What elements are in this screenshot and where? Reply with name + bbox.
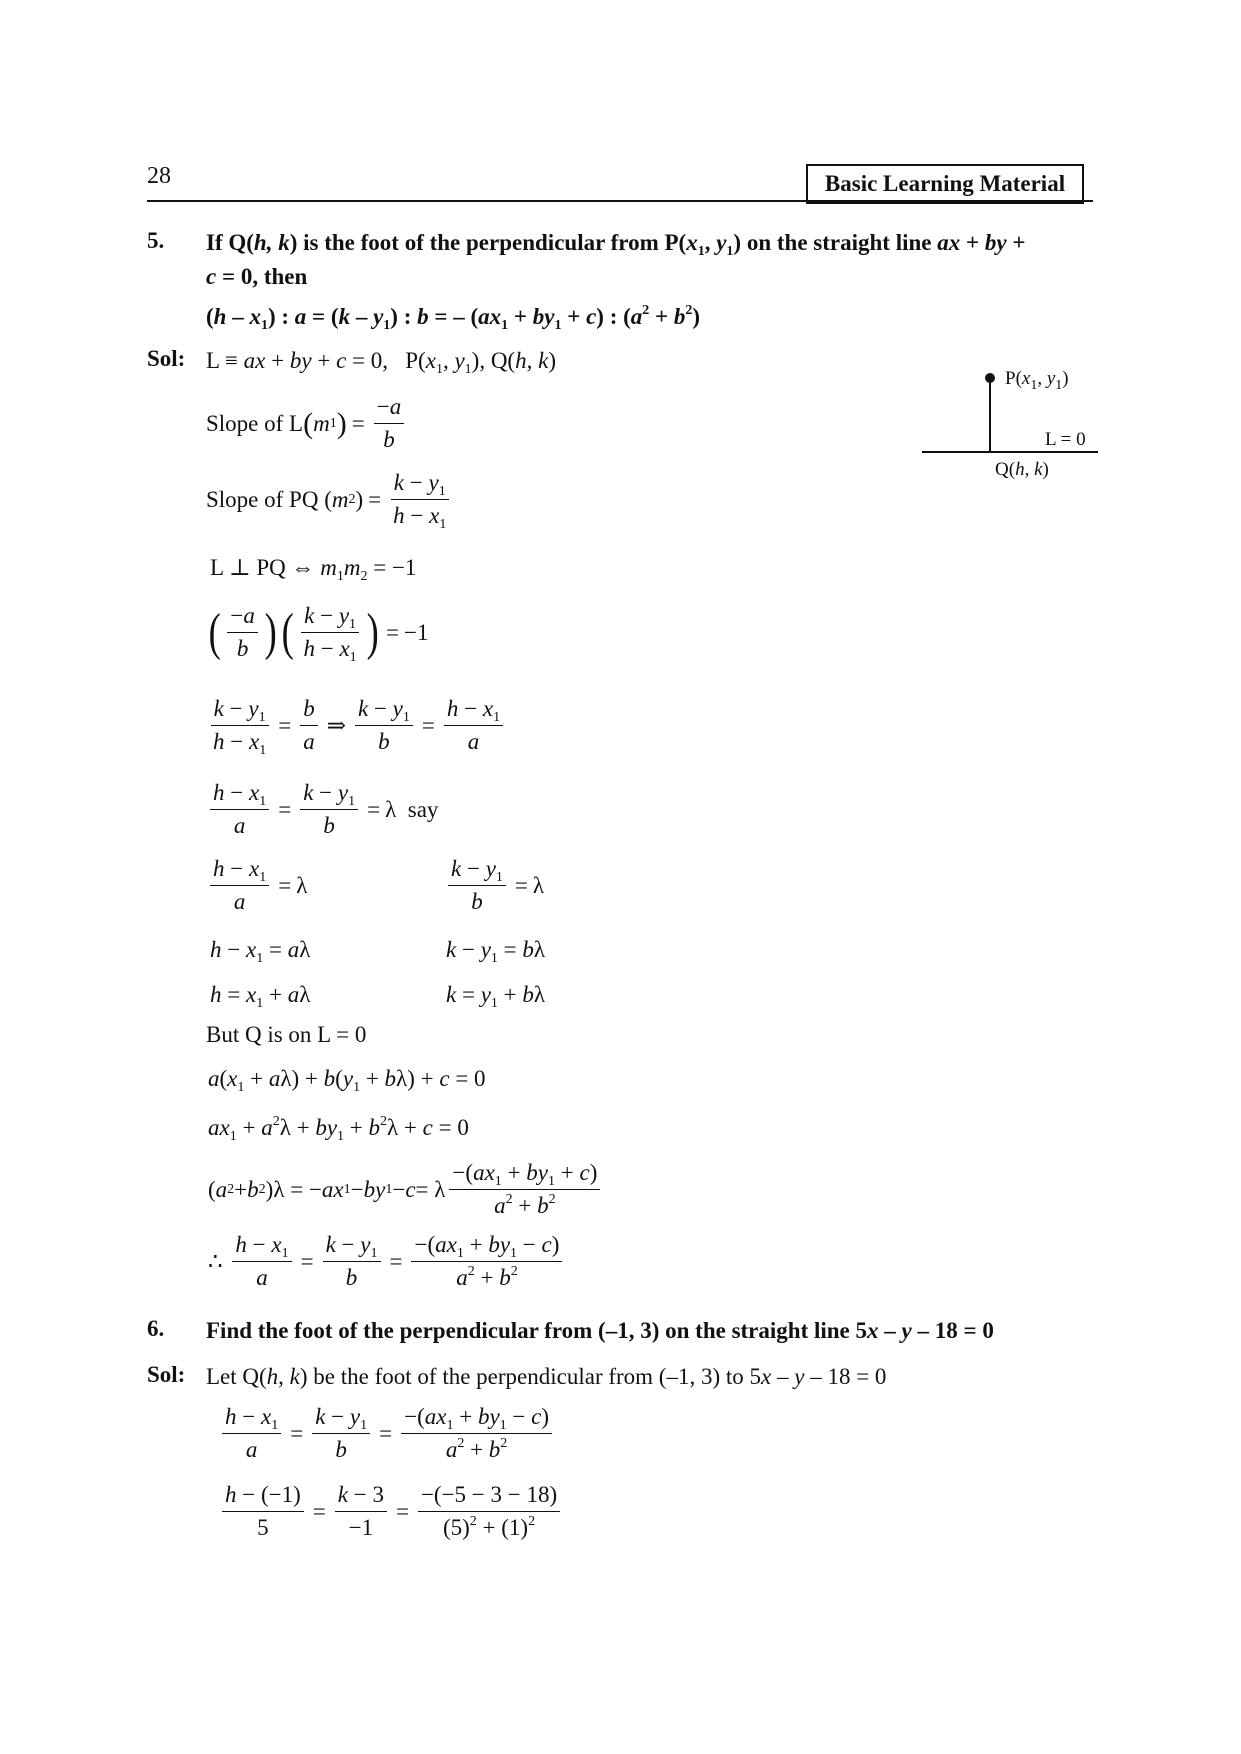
question-5-statement-formula: $(h - x_1)$ : $a = (k - y_1)$ : b = – $(ax_1 + by_1 + c)$ : $(a^2 + b^2)$ — [206, 303, 701, 333]
eq-lambda-solve: ( a 2 + b 2 )λ = − ax 1 − by 1 − c = λ $\frac{-(ax_1 + by_1 + c)}{a^2 + b^2}$ — [208, 1160, 604, 1219]
diagram-label-p: $P(x_1$, $y_1$) — [1005, 368, 1069, 393]
eq-h-a-lambda: $h - x_1 = a\lambda$ — [210, 937, 311, 966]
eq-k-value: $k = y_1 + b\lambda$ — [446, 982, 546, 1011]
eq-expand: $ax_1 + a^2\lambda + by_1 + b^2\lambda + c = 0$ — [208, 1114, 469, 1144]
question-6-text: Find the foot of the perpendicular from (–1, 3) on the straight line 5x – y – 18 = 0 — [206, 1318, 994, 1343]
question-6-number: 6. — [147, 1316, 165, 1341]
eq-slope-l: Slope of L ( m 1 ) = $\frac{-a}{b}$ — [206, 394, 408, 453]
diagram-label-q: Q(h, k) — [995, 459, 1049, 480]
sol-label-q5: Sol: — [147, 346, 186, 371]
sol-label-q6: Sol: — [147, 1362, 186, 1387]
eq-q6-substituted: $\frac{h - (-1)}{5}$ = $\frac{k - 3}{-1}$ = $\frac{-(-5 - 3 - 18)}{(5)^2 + (1)^2}$ — [218, 1482, 564, 1541]
sol-line-1: L ≡ ax + by + c = 0, $P(x_1$, $y_1$), Q(h, k) — [206, 348, 556, 377]
eq-slope-pq: Slope of PQ ( m 2 ) = $\frac{k - y_1}{h - x_1}$ — [206, 470, 453, 529]
eq-k-b-lambda: $k - y_1 = b\lambda$ — [446, 937, 546, 966]
question-5-line-1: If Q(h, k) is the foot of the perpendicular from $P(x_1$, $y_1$) on the straight line ax + by + — [206, 230, 1026, 259]
eq-substitute: $a(x_1 + a\lambda) + b(y_1 + b\lambda) + c = 0$ — [208, 1066, 486, 1095]
eq-h-lambda: $\frac{h - x_1}{a}$ = λ — [206, 856, 307, 915]
question-5-line-2: c = 0, then — [206, 264, 308, 289]
eq-perpendicular-condition: L ⊥ PQ ⇔ $m_1m_2 = -1$ — [210, 555, 417, 584]
header-title: Basic Learning Material — [806, 164, 1084, 204]
eq-lambda-say: $\frac{h - x_1}{a}$ = $\frac{k - y_1}{b}$ = λ say — [206, 780, 438, 839]
eq-k-lambda: $\frac{k - y_1}{b}$ = λ — [444, 856, 544, 915]
eq-ratio: $\frac{k - y_1}{h - x_1}$ = $\frac{b}{a}$ ⇒ $\frac{k - y_1}{b}$ = $\frac{h - x_1}{a}$ — [206, 696, 507, 755]
text-but-q: But Q is on L = 0 — [206, 1022, 367, 1047]
diagram-label-l: L = 0 — [1045, 429, 1086, 450]
eq-h-value: $h = x_1 + a\lambda$ — [210, 982, 311, 1011]
eq-q6-formula: $\frac{h - x_1}{a}$ = $\frac{k - y_1}{b}$ = $\frac{-(ax_1 + by_1 - c)}{a^2 + b^2}$ — [218, 1404, 556, 1463]
eq-therefore: ∴ $\frac{h - x_1}{a}$ = $\frac{k - y_1}{b}$ = $\frac{-(ax_1 + by_1 - c)}{a^2 + b^2}$ — [208, 1232, 566, 1291]
sol-6-line-1: Let Q(h, k) be the foot of the perpendicular from (–1, 3) to 5x – y – 18 = 0 — [206, 1364, 887, 1389]
header-rule — [147, 200, 1093, 202]
question-5-number: 5. — [147, 228, 165, 253]
page-number: 28 — [147, 163, 171, 189]
eq-product: ( $\frac{-a}{b}$ ) ( $\frac{k - y_1}{h - x_1}$ ) = −1 — [208, 603, 429, 665]
